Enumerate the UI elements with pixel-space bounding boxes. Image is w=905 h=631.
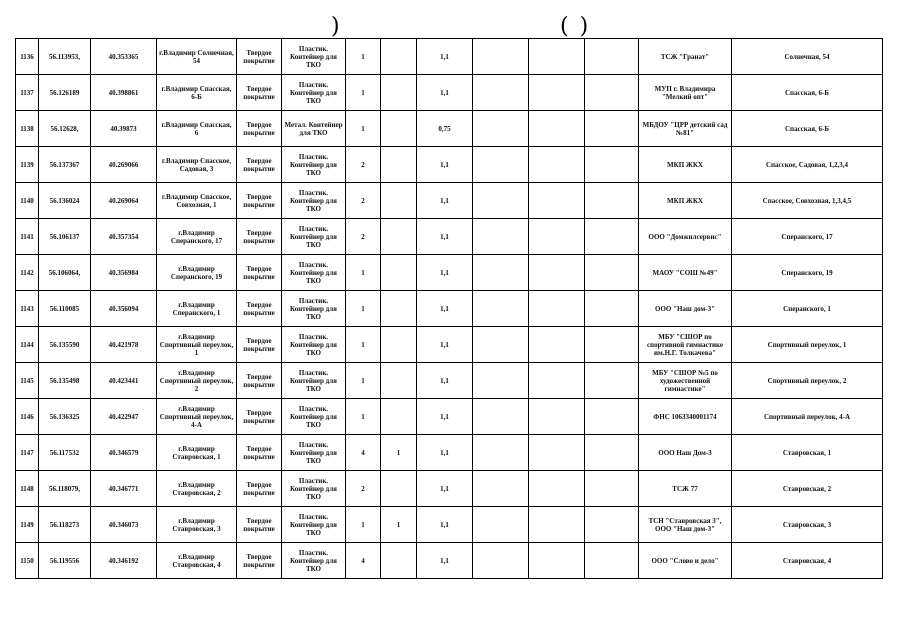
cell-longitude: 40.269066 [91,147,157,183]
cell-surface: Твердое покрытие [237,255,282,291]
cell-latitude: 56.106137 [39,219,91,255]
table-row [16,543,883,579]
cell-served-objects: Спасская, 6-Б [732,111,883,147]
cell-owner: МАОУ "СОШ №49" [639,255,732,291]
cell-address: г.Владимир Ставровская, 4 [157,543,237,579]
cell-address: г.Владимир Солнечная, 54 [157,39,237,75]
cell-empty-2 [529,327,585,363]
cell-container-count-2 [381,147,417,183]
cell-number: 1136 [16,39,39,75]
cell-latitude: 56.113953, [39,39,91,75]
cell-empty-2 [529,363,585,399]
cell-address: г.Владимир Спасская, 6-Б [157,75,237,111]
cell-latitude: 56.12628, [39,111,91,147]
cell-container-count-2 [381,255,417,291]
cell-container-count: 1 [346,111,381,147]
cell-surface: Твердое покрытие [237,219,282,255]
cell-served-objects: Ставровская, 4 [732,543,883,579]
cell-volume: 1,1 [417,327,473,363]
cell-owner: МУП г. Владимира "Мелкий опт" [639,75,732,111]
cell-container-count: 1 [346,291,381,327]
cell-surface: Твердое покрытие [237,147,282,183]
cell-empty-2 [529,111,585,147]
cell-longitude: 40.346073 [91,507,157,543]
cell-container-type: Пластик. Контейнер для ТКО [282,75,346,111]
cell-container-type: Пластик. Контейнер для ТКО [282,183,346,219]
cell-latitude: 56.137367 [39,147,91,183]
cell-owner: ООО "Наш дом-3" [639,291,732,327]
cell-volume: 1,1 [417,399,473,435]
cell-empty-3 [585,363,639,399]
cell-longitude: 40.346579 [91,435,157,471]
cell-number: 1137 [16,75,39,111]
cell-container-count: 1 [346,39,381,75]
cell-surface: Твердое покрытие [237,39,282,75]
cell-owner: МКП ЖКХ [639,147,732,183]
cell-container-count-2 [381,471,417,507]
cell-owner: МБУ "СШОР по спортивной гимнастике им.Н.Г. Толкачева" [639,327,732,363]
cell-volume: 1,1 [417,183,473,219]
cell-container-count: 1 [346,399,381,435]
cell-empty-1 [473,399,529,435]
cell-empty-1 [473,327,529,363]
cell-address: г.Владимир Сперанского, 19 [157,255,237,291]
cell-surface: Твердое покрытие [237,471,282,507]
cell-surface: Твердое покрытие [237,291,282,327]
cell-number: 1144 [16,327,39,363]
cell-container-count: 2 [346,219,381,255]
cell-latitude: 56.136325 [39,399,91,435]
cell-empty-1 [473,291,529,327]
cell-address: г.Владимир Ставровская, 1 [157,435,237,471]
cell-latitude: 56.117532 [39,435,91,471]
cell-container-count-2 [381,183,417,219]
cell-empty-2 [529,39,585,75]
cell-owner: МБУ "СШОР №5 по художественной гимнастике" [639,363,732,399]
cell-container-count-2 [381,399,417,435]
cell-container-type: Пластик. Контейнер для ТКО [282,219,346,255]
cell-served-objects: Ставровская, 3 [732,507,883,543]
table-row [16,471,883,507]
cell-served-objects: Спортивный переулок, 2 [732,363,883,399]
cell-empty-3 [585,147,639,183]
cell-served-objects: Ставровская, 2 [732,471,883,507]
cell-container-type: Пластик. Контейнер для ТКО [282,147,346,183]
cell-empty-1 [473,111,529,147]
waste-sites-table [15,38,883,579]
cell-volume: 1,1 [417,543,473,579]
cell-longitude: 40.39873 [91,111,157,147]
cell-owner: ООО "Домжилсервис" [639,219,732,255]
cell-surface: Твердое покрытие [237,543,282,579]
cell-empty-2 [529,255,585,291]
table-row [16,255,883,291]
cell-container-count-2 [381,543,417,579]
cell-served-objects: Сперанского, 1 [732,291,883,327]
cell-container-count: 2 [346,147,381,183]
cell-address: г.Владимир Спасская, 6 [157,111,237,147]
cell-volume: 1,1 [417,435,473,471]
cell-empty-2 [529,543,585,579]
cell-number: 1139 [16,147,39,183]
cell-empty-1 [473,435,529,471]
cell-empty-3 [585,471,639,507]
table-row [16,435,883,471]
cell-number: 1147 [16,435,39,471]
cell-longitude: 40.356094 [91,291,157,327]
cell-volume: 1,1 [417,507,473,543]
cell-empty-3 [585,39,639,75]
cell-container-count-2: 1 [381,507,417,543]
cell-volume: 1,1 [417,147,473,183]
cell-empty-3 [585,543,639,579]
cell-empty-3 [585,507,639,543]
table-body [16,39,883,579]
cell-empty-1 [473,75,529,111]
cell-surface: Твердое покрытие [237,399,282,435]
table-row [16,327,883,363]
cell-volume: 0,75 [417,111,473,147]
cell-volume: 1,1 [417,219,473,255]
table-row [16,219,883,255]
cell-served-objects: Спасское, Совхозная, 1,3,4,5 [732,183,883,219]
cell-empty-2 [529,507,585,543]
cell-owner: ТСЖ 77 [639,471,732,507]
cell-latitude: 56.118273 [39,507,91,543]
cell-latitude: 56.110085 [39,291,91,327]
cell-volume: 1,1 [417,75,473,111]
cell-empty-2 [529,183,585,219]
cell-latitude: 56.136024 [39,183,91,219]
cell-container-count: 4 [346,435,381,471]
cell-container-type: Пластик. Контейнер для ТКО [282,471,346,507]
cell-number: 1138 [16,111,39,147]
cell-empty-2 [529,147,585,183]
cell-surface: Твердое покрытие [237,507,282,543]
table-row [16,147,883,183]
cell-empty-3 [585,219,639,255]
cell-owner: ТСН "Ставровская 3", ООО "Наш дом-3" [639,507,732,543]
cell-latitude: 56.126189 [39,75,91,111]
table-row [16,363,883,399]
cell-container-count: 4 [346,543,381,579]
cell-empty-1 [473,471,529,507]
cell-longitude: 40.398861 [91,75,157,111]
cell-container-count-2 [381,39,417,75]
cell-container-type: Пластик. Контейнер для ТКО [282,399,346,435]
cell-number: 1143 [16,291,39,327]
cell-number: 1148 [16,471,39,507]
cell-empty-2 [529,471,585,507]
cell-served-objects: Ставровская, 1 [732,435,883,471]
cell-surface: Твердое покрытие [237,435,282,471]
cell-container-type: Пластик. Контейнер для ТКО [282,507,346,543]
cell-container-type: Пластик. Контейнер для ТКО [282,255,346,291]
cell-latitude: 56.135590 [39,327,91,363]
cell-empty-1 [473,219,529,255]
cell-container-count: 1 [346,327,381,363]
cell-container-count: 2 [346,471,381,507]
cell-number: 1146 [16,399,39,435]
cell-owner: ООО "Слово и дело" [639,543,732,579]
cell-longitude: 40.423441 [91,363,157,399]
cell-empty-1 [473,39,529,75]
cell-number: 1145 [16,363,39,399]
cell-empty-1 [473,147,529,183]
cell-owner: ООО Наш Дом-3 [639,435,732,471]
page-mark-left: ) [331,14,340,39]
cell-volume: 1,1 [417,471,473,507]
cell-empty-3 [585,327,639,363]
cell-container-type: Пластик. Контейнер для ТКО [282,543,346,579]
cell-number: 1149 [16,507,39,543]
cell-address: г.Владимир Спасское, Совхозная, 1 [157,183,237,219]
cell-empty-2 [529,291,585,327]
cell-empty-1 [473,543,529,579]
cell-surface: Твердое покрытие [237,75,282,111]
cell-longitude: 40.422947 [91,399,157,435]
table-row [16,183,883,219]
cell-container-count-2 [381,219,417,255]
cell-empty-2 [529,399,585,435]
cell-empty-3 [585,435,639,471]
cell-volume: 1,1 [417,291,473,327]
cell-number: 1140 [16,183,39,219]
cell-container-count: 2 [346,183,381,219]
cell-container-count: 1 [346,75,381,111]
page-mark-right: ( ) [560,14,591,39]
cell-served-objects: Солнечная, 54 [732,39,883,75]
cell-container-type: Пластик. Контейнер для ТКО [282,291,346,327]
cell-served-objects: Сперанского, 19 [732,255,883,291]
table-row [16,111,883,147]
cell-address: г.Владимир Спортивный переулок, 2 [157,363,237,399]
cell-container-count-2: 1 [381,435,417,471]
cell-volume: 1,1 [417,255,473,291]
cell-surface: Твердое покрытие [237,111,282,147]
cell-container-count-2 [381,363,417,399]
cell-owner: ТСЖ "Гранат" [639,39,732,75]
cell-empty-1 [473,183,529,219]
table-row [16,39,883,75]
cell-served-objects: Сперанского, 17 [732,219,883,255]
cell-container-type: Метал. Контейнер для ТКО [282,111,346,147]
cell-container-count: 1 [346,255,381,291]
cell-container-count-2 [381,111,417,147]
cell-volume: 1,1 [417,363,473,399]
cell-surface: Твердое покрытие [237,363,282,399]
cell-longitude: 40.353365 [91,39,157,75]
cell-container-count-2 [381,327,417,363]
cell-address: г.Владимир Ставровская, 3 [157,507,237,543]
cell-empty-2 [529,75,585,111]
cell-empty-1 [473,363,529,399]
cell-empty-3 [585,399,639,435]
table-row [16,507,883,543]
cell-address: г.Владимир Сперанского, 1 [157,291,237,327]
cell-container-count: 1 [346,507,381,543]
cell-served-objects: Спасское, Садовая, 1,2,3,4 [732,147,883,183]
cell-surface: Твердое покрытие [237,183,282,219]
cell-longitude: 40.356984 [91,255,157,291]
cell-address: г.Владимир Спортивный переулок, 1 [157,327,237,363]
cell-container-count: 1 [346,363,381,399]
cell-latitude: 56.119556 [39,543,91,579]
cell-empty-3 [585,255,639,291]
cell-longitude: 40.346771 [91,471,157,507]
cell-number: 1142 [16,255,39,291]
cell-address: г.Владимир Ставровская, 2 [157,471,237,507]
cell-address: г.Владимир Спортивный переулок, 4-А [157,399,237,435]
table-row [16,75,883,111]
cell-address: г.Владимир Спасское, Садовая, 3 [157,147,237,183]
cell-container-type: Пластик. Контейнер для ТКО [282,39,346,75]
cell-empty-1 [473,255,529,291]
cell-empty-3 [585,75,639,111]
cell-empty-2 [529,219,585,255]
cell-surface: Твердое покрытие [237,327,282,363]
cell-owner: МБДОУ "ЦРР детский сад №81" [639,111,732,147]
cell-served-objects: Спортивный переулок, 1 [732,327,883,363]
cell-longitude: 40.421978 [91,327,157,363]
cell-container-count-2 [381,291,417,327]
cell-number: 1141 [16,219,39,255]
cell-longitude: 40.357354 [91,219,157,255]
cell-owner: МКП ЖКХ [639,183,732,219]
cell-volume: 1,1 [417,39,473,75]
cell-latitude: 56.106064, [39,255,91,291]
cell-empty-2 [529,435,585,471]
cell-latitude: 56.118079, [39,471,91,507]
cell-address: г.Владимир Сперанского, 17 [157,219,237,255]
cell-longitude: 40.269064 [91,183,157,219]
cell-longitude: 40.346192 [91,543,157,579]
cell-empty-3 [585,183,639,219]
cell-owner: ФНС 1063340001174 [639,399,732,435]
cell-container-type: Пластик. Контейнер для ТКО [282,363,346,399]
cell-served-objects: Спортивный переулок, 4-А [732,399,883,435]
cell-empty-1 [473,507,529,543]
table-row [16,291,883,327]
cell-number: 1150 [16,543,39,579]
cell-container-type: Пластик. Контейнер для ТКО [282,435,346,471]
cell-empty-3 [585,111,639,147]
cell-served-objects: Спасская, 6-Б [732,75,883,111]
cell-container-count-2 [381,75,417,111]
cell-container-type: Пластик. Контейнер для ТКО [282,327,346,363]
cell-empty-3 [585,291,639,327]
cell-latitude: 56.135498 [39,363,91,399]
table-row [16,399,883,435]
